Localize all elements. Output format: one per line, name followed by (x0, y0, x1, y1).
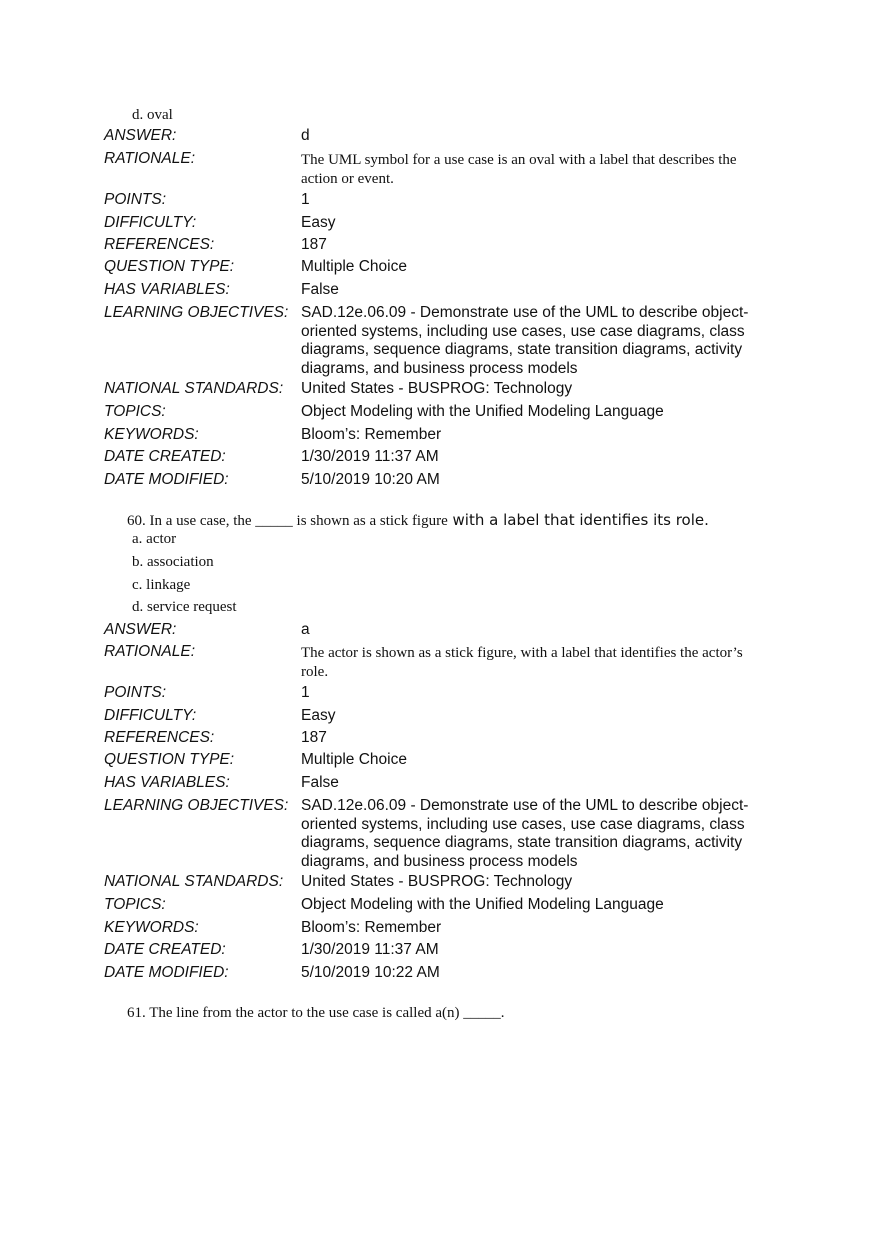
q59-rationale-value: The UML symbol for a use case is an oval with a label that describes the action or event. (301, 152, 737, 187)
q59-answer-label: ANSWER: (104, 127, 177, 144)
q60-question-type-label: QUESTION TYPE: (104, 751, 235, 768)
q59-rationale-label: RATIONALE: (104, 150, 196, 167)
q60-keywords-label: KEYWORDS: (104, 919, 199, 936)
q59-learning-objectives-value: SAD.12e.06.09 - Demonstrate use of the UML to describe object-oriented systems, including use cases, use case diagrams, class diagrams, sequence diagrams, state transition diagrams, activity diagrams, and business process models (301, 304, 749, 377)
q59-topics-label: TOPICS: (104, 403, 166, 420)
q60-topics-value: Object Modeling with the Unified Modeling Language (301, 896, 664, 913)
q59-national-standards-label: NATIONAL STANDARDS: (104, 380, 284, 397)
q60-references-value: 187 (301, 729, 327, 746)
q60-question-type-value: Multiple Choice (301, 751, 407, 768)
q60-points-label: POINTS: (104, 684, 167, 701)
q60-difficulty-label: DIFFICULTY: (104, 707, 197, 724)
q59-references-value: 187 (301, 236, 327, 253)
q60-question-stem (127, 511, 709, 530)
q59-points-value: 1 (301, 191, 310, 208)
q60-date-created-value: 1/30/2019 11:37 AM (301, 941, 439, 958)
q60-has-variables-value: False (301, 774, 339, 791)
q60-option-a: a. actor (132, 531, 177, 547)
q59-answer-value: d (301, 127, 310, 144)
q60-learning-objectives-label: LEARNING OBJECTIVES: (104, 797, 289, 814)
q59-topics-value: Object Modeling with the Unified Modeling Language (301, 403, 664, 420)
q60-option-c: c. linkage (132, 577, 191, 593)
q59-keywords-label: KEYWORDS: (104, 426, 199, 443)
q59-question-type-value: Multiple Choice (301, 258, 407, 275)
q60-date-created-label: DATE CREATED: (104, 941, 226, 958)
q59-references-label: REFERENCES: (104, 236, 215, 253)
q60-learning-objectives-value: SAD.12e.06.09 - Demonstrate use of the UML to describe object-oriented systems, including use cases, use case diagrams, class diagrams, sequence diagrams, state transition diagrams, activity diagrams, and business process models (301, 797, 749, 870)
q59-learning-objectives-label: LEARNING OBJECTIVES: (104, 304, 289, 321)
q59-has-variables-label: HAS VARIABLES: (104, 281, 230, 298)
q59-date-modified-label: DATE MODIFIED: (104, 471, 229, 488)
q59-date-modified-value: 5/10/2019 10:20 AM (301, 471, 440, 488)
q59-date-created-label: DATE CREATED: (104, 448, 226, 465)
q60-difficulty-value: Easy (301, 707, 336, 724)
q60-national-standards-value: United States - BUSPROG: Technology (301, 873, 573, 890)
q60-points-value: 1 (301, 684, 310, 701)
q60-date-modified-value: 5/10/2019 10:22 AM (301, 964, 440, 981)
q60-stem-part2: with a label that identifies its role. (447, 511, 709, 529)
q59-date-created-value: 1/30/2019 11:37 AM (301, 448, 439, 465)
q60-references-label: REFERENCES: (104, 729, 215, 746)
q59-difficulty-label: DIFFICULTY: (104, 214, 197, 231)
q61-question-stem: 61. The line from the actor to the use case is called a(n) _____. (127, 1005, 505, 1021)
q59-keywords-value: Bloom’s: Remember (301, 426, 442, 443)
q60-has-variables-label: HAS VARIABLES: (104, 774, 230, 791)
q60-date-modified-label: DATE MODIFIED: (104, 964, 229, 981)
q59-difficulty-value: Easy (301, 214, 336, 231)
q59-has-variables-value: False (301, 281, 339, 298)
q60-national-standards-label: NATIONAL STANDARDS: (104, 873, 284, 890)
q60-rationale-value: The actor is shown as a stick figure, with a label that identifies the actor’s role. (301, 645, 743, 680)
q59-points-label: POINTS: (104, 191, 167, 208)
q60-option-b: b. association (132, 554, 214, 570)
q59-national-standards-value: United States - BUSPROG: Technology (301, 380, 573, 397)
q60-stem-part1: 60. In a use case, the _____ is shown as a stick figure (127, 513, 448, 529)
q59-option-d: d. oval (132, 107, 173, 123)
q60-answer-label: ANSWER: (104, 621, 177, 638)
q60-rationale-label: RATIONALE: (104, 643, 196, 660)
q59-question-type-label: QUESTION TYPE: (104, 258, 235, 275)
q60-topics-label: TOPICS: (104, 896, 166, 913)
q60-option-d: d. service request (132, 599, 237, 615)
q60-answer-value: a (301, 621, 310, 638)
q60-keywords-value: Bloom’s: Remember (301, 919, 442, 936)
